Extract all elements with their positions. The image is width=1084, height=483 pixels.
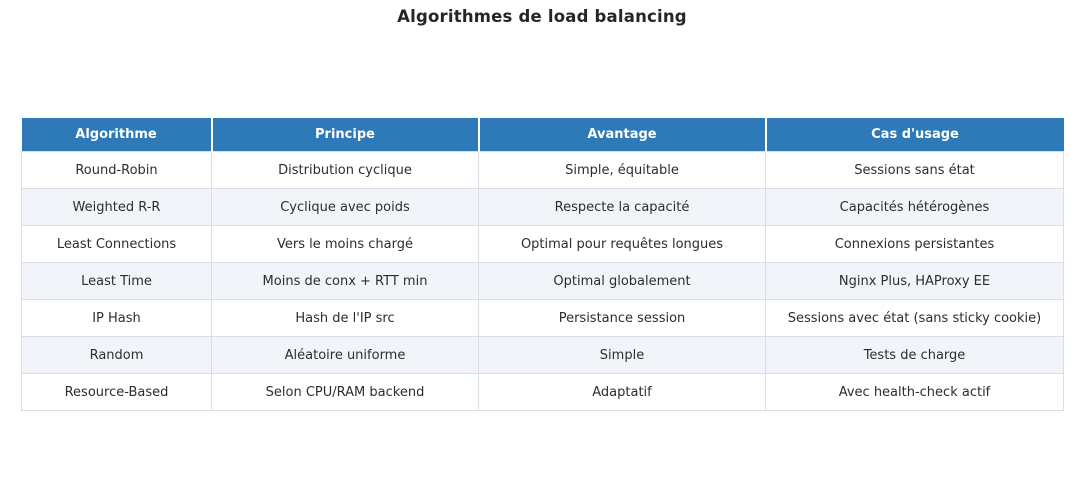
cell-avantage: Persistance session (479, 300, 766, 337)
table-body (22, 152, 1064, 411)
table-row-resource-based (22, 374, 1064, 411)
column-header-algorithme: Algorithme (22, 118, 212, 152)
table-row-round-robin (22, 152, 1064, 189)
cell-principe: Distribution cyclique (212, 152, 479, 189)
cell-principe: Selon CPU/RAM backend (212, 374, 479, 411)
cell-cas-usage: Nginx Plus, HAProxy EE (766, 263, 1064, 300)
cell-cas-usage: Connexions persistantes (766, 226, 1064, 263)
load-balancing-table-container (21, 118, 1063, 411)
cell-cas-usage: Avec health-check actif (766, 374, 1064, 411)
cell-avantage: Simple (479, 337, 766, 374)
page-title: Algorithmes de load balancing (397, 7, 687, 26)
table-row-least-connections (22, 226, 1064, 263)
cell-principe: Hash de l'IP src (212, 300, 479, 337)
table-row-least-time (22, 263, 1064, 300)
cell-avantage: Respecte la capacité (479, 189, 766, 226)
cell-avantage: Adaptatif (479, 374, 766, 411)
header-row (22, 118, 1064, 152)
cell-principe: Aléatoire uniforme (212, 337, 479, 374)
cell-algorithme: Round-Robin (22, 152, 212, 189)
table-row-random (22, 337, 1064, 374)
cell-algorithme: Weighted R-R (22, 189, 212, 226)
cell-cas-usage: Tests de charge (766, 337, 1064, 374)
table-header (22, 118, 1064, 152)
load-balancing-table (21, 118, 1064, 411)
cell-algorithme: Least Time (22, 263, 212, 300)
column-header-avantage: Avantage (479, 118, 766, 152)
cell-avantage: Optimal pour requêtes longues (479, 226, 766, 263)
column-header-cas-usage: Cas d'usage (766, 118, 1064, 152)
cell-algorithme: IP Hash (22, 300, 212, 337)
cell-algorithme: Resource-Based (22, 374, 212, 411)
cell-avantage: Optimal globalement (479, 263, 766, 300)
cell-algorithme: Least Connections (22, 226, 212, 263)
cell-algorithme: Random (22, 337, 212, 374)
cell-cas-usage: Sessions avec état (sans sticky cookie) (766, 300, 1064, 337)
cell-cas-usage: Capacités hétérogènes (766, 189, 1064, 226)
column-header-principe: Principe (212, 118, 479, 152)
cell-cas-usage: Sessions sans état (766, 152, 1064, 189)
cell-principe: Vers le moins chargé (212, 226, 479, 263)
cell-avantage: Simple, équitable (479, 152, 766, 189)
cell-principe: Cyclique avec poids (212, 189, 479, 226)
table-row-ip-hash (22, 300, 1064, 337)
cell-principe: Moins de conx + RTT min (212, 263, 479, 300)
table-row-weighted-rr (22, 189, 1064, 226)
